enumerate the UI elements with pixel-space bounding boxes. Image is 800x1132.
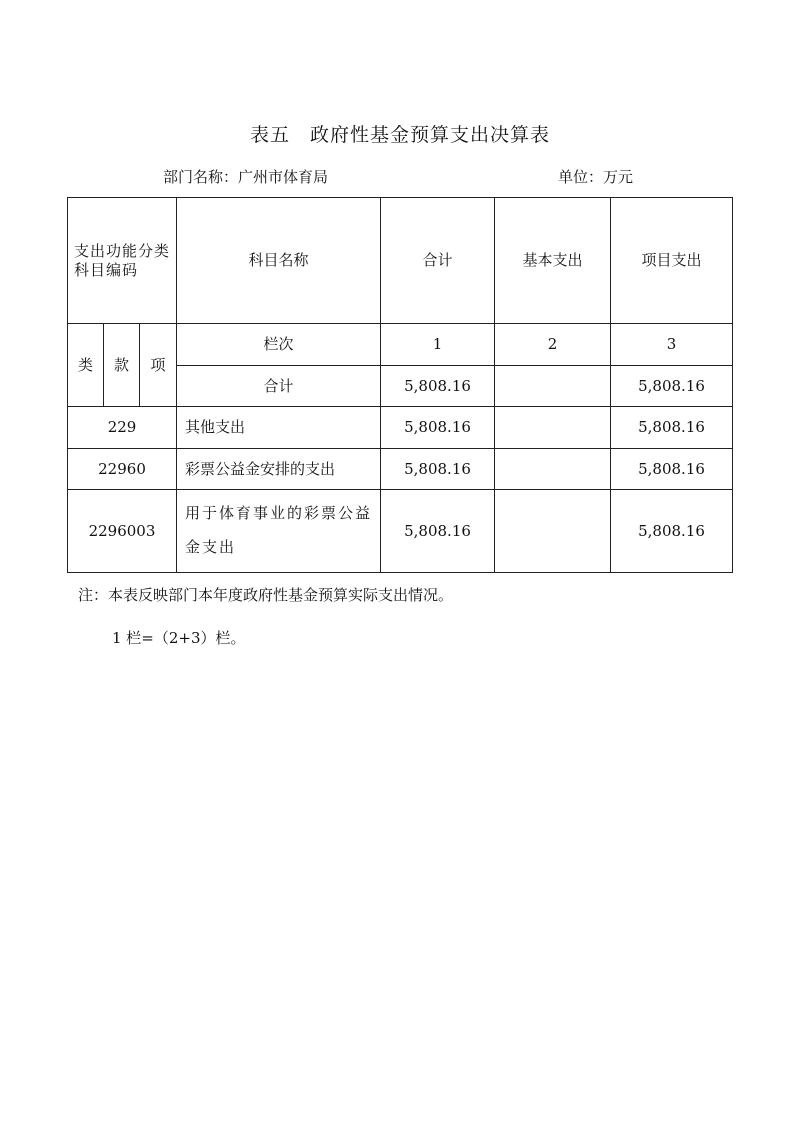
department-label: 部门名称：广州市体育局 [163,168,329,186]
row-total: 5,808.16 [381,490,495,573]
row-basic [495,490,611,573]
row-subject-name [177,490,381,573]
header-subject-name: 科目名称 [177,198,381,324]
note-line-2: 1 栏=（2+3）栏。 [112,629,246,647]
row-code: 229 [68,407,177,449]
header-code-group [68,198,177,324]
header-kuan: 款 [104,324,140,407]
total-row-project: 5,808.16 [611,366,733,407]
header-code-group-text: 支出功能分类科目编码 [74,241,171,279]
row-total: 5,808.16 [381,407,495,449]
row-total: 5,808.16 [381,449,495,490]
row-subject-name-text: 用于体育事业的彩票公益金支出 [185,504,373,556]
page-title: 表五 政府性基金预算支出决算表 [249,124,550,146]
header-xiang: 项 [140,324,177,407]
row-basic [495,407,611,449]
column-index-3: 3 [611,324,733,366]
note-line-1: 注：本表反映部门本年度政府性基金预算实际支出情况。 [78,586,454,604]
column-index-1: 1 [381,324,495,366]
row-code: 2296003 [68,490,177,573]
total-row-basic [495,366,611,407]
row-basic [495,449,611,490]
row-subject-name: 彩票公益金安排的支出 [177,449,381,490]
header-basic: 基本支出 [495,198,611,324]
row-subject-name: 其他支出 [177,407,381,449]
row-project: 5,808.16 [611,407,733,449]
header-lei: 类 [68,324,104,407]
table-row [68,490,733,573]
row-project: 5,808.16 [611,490,733,573]
unit-label: 单位：万元 [558,168,634,186]
total-row-label: 合计 [177,366,381,407]
header-project: 项目支出 [611,198,733,324]
budget-table [67,197,733,573]
row-project: 5,808.16 [611,449,733,490]
header-row [68,198,733,324]
column-index-row [68,324,733,366]
total-row-total: 5,808.16 [381,366,495,407]
row-code: 22960 [68,449,177,490]
column-index-2: 2 [495,324,611,366]
table-row [68,407,733,449]
table-row [68,449,733,490]
column-index-label: 栏次 [177,324,381,366]
header-total: 合计 [381,198,495,324]
